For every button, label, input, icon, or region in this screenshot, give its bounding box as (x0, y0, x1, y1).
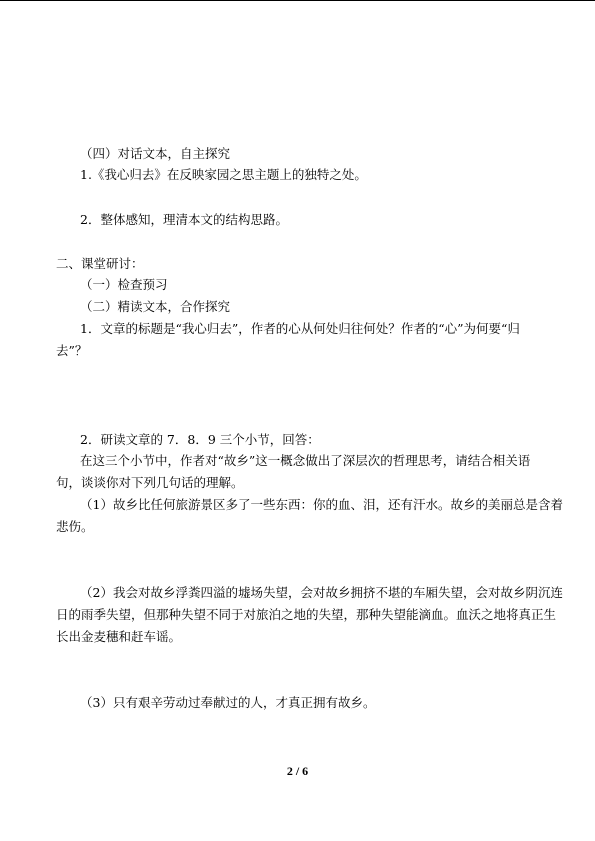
question-line-continued: 去”？ (56, 343, 88, 358)
quote-line: （1）故乡比任何旅游景区多了一些东西：你的血、泪，还有汗水。故乡的美丽总是含着 (80, 497, 563, 512)
quote-line-continued: 悲伤。 (56, 519, 94, 534)
quote-line-continued: 日的雨季失望，但那种失望不同于对旅泊之地的失望，那种失望能滴血。血沃之地将真正生 (56, 607, 557, 622)
section-heading-classroom: 二、课堂研讨： (56, 256, 144, 271)
page-number: 2 / 6 (286, 764, 309, 778)
question-line: 1．文章的标题是“我心归去”，作者的心从何处归往何处？作者的“心”为何要“归 (80, 321, 520, 336)
quote-line: （2）我会对故乡浮粪四溢的墟场失望，会对故乡拥挤不堪的车厢失望，会对故乡阴沉连 (80, 585, 563, 600)
question-line: 1.《我心归去》在反映家园之思主题上的独特之处。 (80, 167, 367, 182)
paragraph-line: 在这三个小节中，作者对“故乡”这一概念做出了深层次的哲理思考，请结合相关语 (80, 453, 531, 468)
quote-line: （3）只有艰辛劳动过奉献过的人，才真正拥有故乡。 (80, 695, 376, 710)
section-heading-four: （四）对话文本，自主探究 (80, 146, 231, 161)
subsection-heading: （二）精读文本，合作探究 (80, 299, 231, 314)
paragraph-line-continued: 句，谈谈你对下列几句话的理解。 (56, 475, 244, 490)
question-line: 2．研读文章的 7．8．9 三个小节，回答： (80, 432, 320, 447)
page-top-border (0, 0, 595, 1)
question-line: 2．整体感知，理清本文的结构思路。 (80, 212, 288, 227)
subsection-heading: （一）检查预习 (80, 277, 168, 292)
quote-line-continued: 长出金麦穗和赶车谣。 (56, 629, 182, 644)
